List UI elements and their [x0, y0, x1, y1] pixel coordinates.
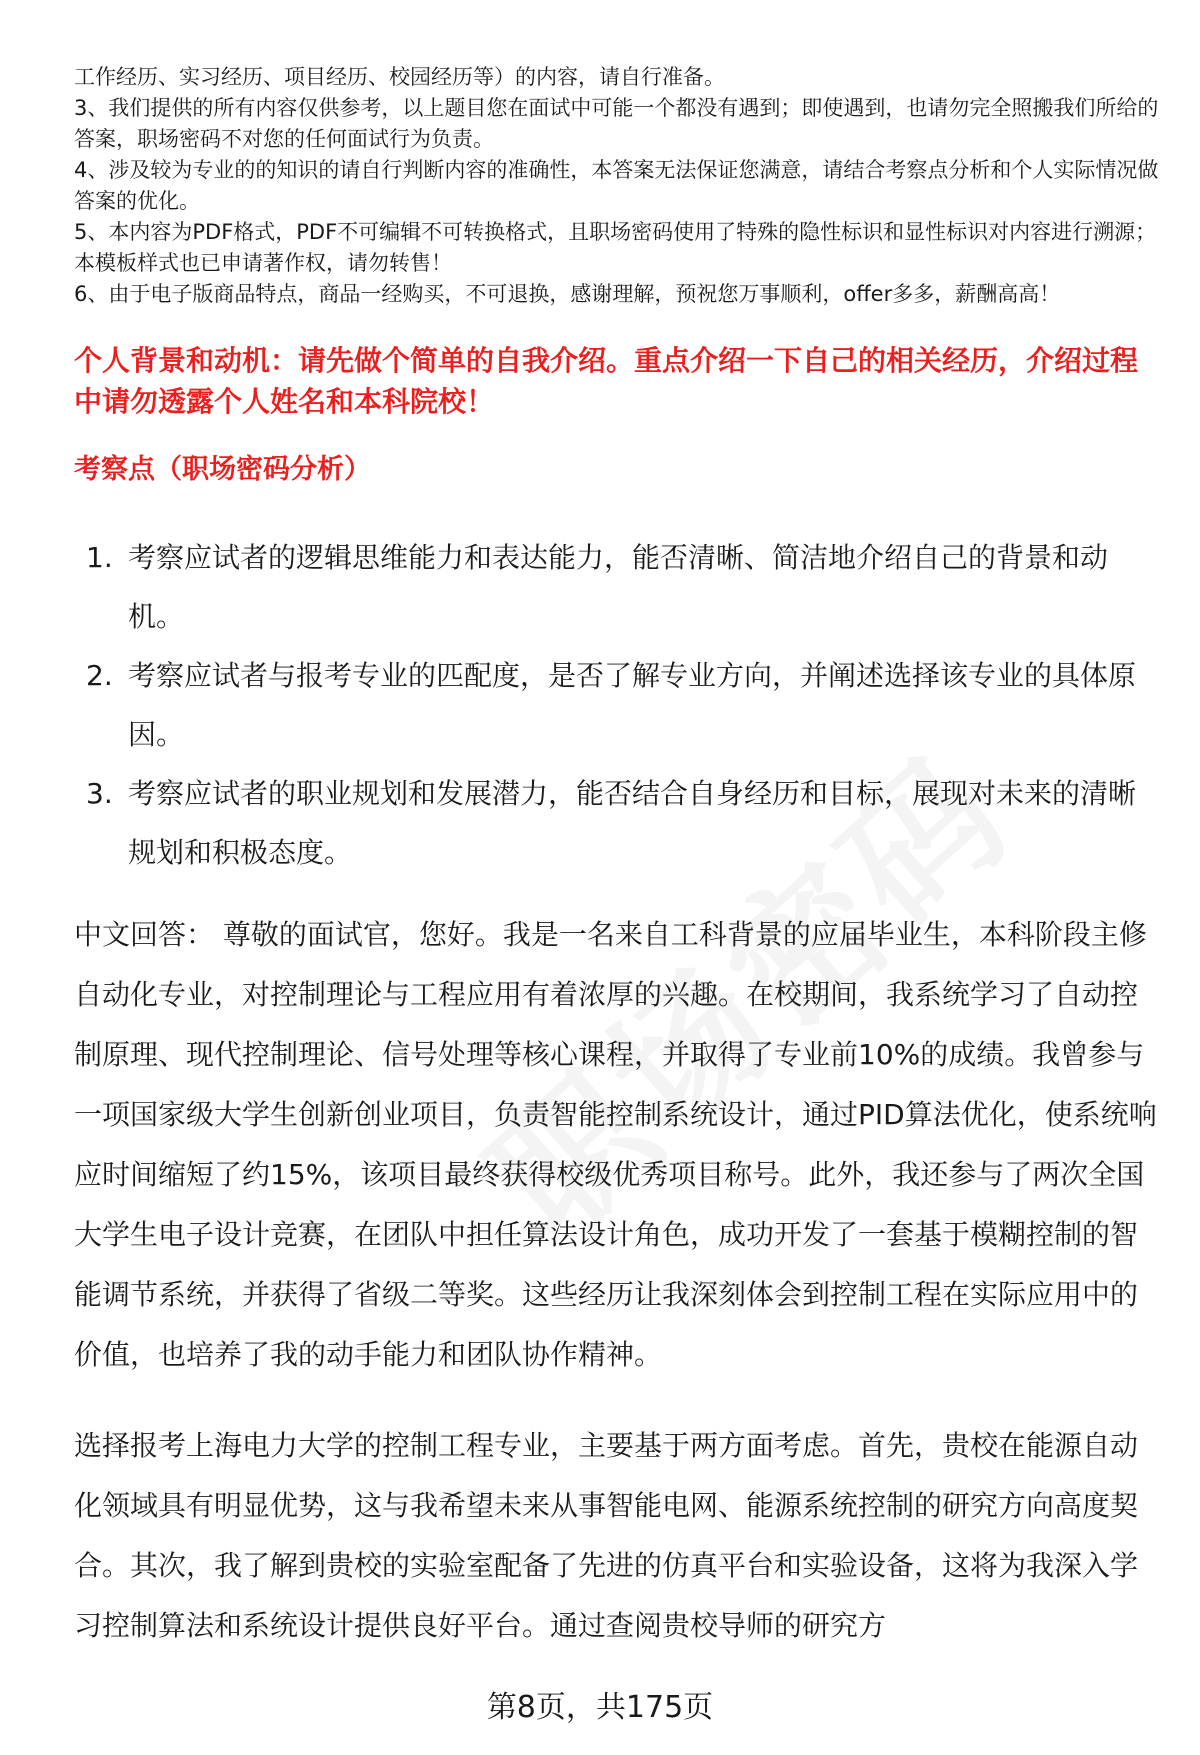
answer-paragraph: 选择报考上海电力大学的控制工程专业，主要基于两方面考虑。首先，贵校在能源自动化领域具有明显优势，这与我希望未来从事智能电网、能源系统控制的研究方向高度契合。其次，我了解到贵校的实验室配备了先进的仿真平台和实验设备，这将为我深入学习控制算法和系统设计提供良好平台。通过查阅贵校导师的研究方 — [74, 1429, 1139, 1642]
notes-section — [74, 62, 1164, 310]
analysis-item — [74, 764, 1154, 882]
analysis-item-text: 考察应试者的职业规划和发展潜力，能否结合自身经历和目标，展现对未来的清晰规划和积极态度。 — [128, 777, 1137, 869]
analysis-heading: 考察点（职场密码分析） — [74, 454, 371, 485]
answer-paragraph: 中文回答： 尊敬的面试官，您好。我是一名来自工科背景的应届毕业生，本科阶段主修自动化专业，对控制理论与工程应用有着浓厚的兴趣。在校期间，我系统学习了自动控制原理、现代控制理论、信号处理等核心课程，并取得了专业前10%的成绩。我曾参与一项国家级大学生创新创业项目，负责智能控制系统设计，通过PID算法优化，使系统响应时间缩短了约15%，该项目最终获得校级优秀项目称号。此外，我还参与了两次全国大学生电子设计竞赛，在团队中担任算法设计角色，成功开发了一套基于模糊控制的智能调节系统，并获得了省级二等奖。这些经历让我深刻体会到控制工程在实际应用中的价值，也培养了我的动手能力和团队协作精神。 — [74, 918, 1157, 1371]
analysis-item-number: 3. — [86, 777, 113, 810]
analysis-list — [74, 528, 1154, 882]
analysis-item-number: 1. — [86, 541, 113, 574]
note-line: 3、我们提供的所有内容仅供参考，以上题目您在面试中可能一个都没有遇到；即使遇到，也请勿完全照搬我们所给的答案，职场密码不对您的任何面试行为负责。 — [74, 96, 1159, 151]
note-line: 6、由于电子版商品特点，商品一经购买，不可退换，感谢理解，预祝您万事顺利，offer多多，薪酬高高！ — [74, 282, 1061, 306]
analysis-item-text: 考察应试者与报考专业的匹配度，是否了解专业方向，并阐述选择该专业的具体原因。 — [128, 659, 1137, 751]
question-title: 个人背景和动机：请先做个简单的自我介绍。重点介绍一下自己的相关经历，介绍过程中请勿透露个人姓名和本科院校！ — [74, 344, 1139, 418]
note-line: 工作经历、实习经历、项目经历、校园经历等）的内容，请自行准备。 — [74, 65, 725, 89]
analysis-item — [74, 528, 1154, 646]
note-line: 4、涉及较为专业的的知识的请自行判断内容的准确性，本答案无法保证您满意，请结合考察点分析和个人实际情况做答案的优化。 — [74, 158, 1159, 213]
analysis-item-text: 考察应试者的逻辑思维能力和表达能力，能否清晰、简洁地介绍自己的背景和动机。 — [128, 541, 1109, 633]
note-line: 5、本内容为PDF格式，PDF不可编辑不可转换格式，且职场密码使用了特殊的隐性标识和显性标识对内容进行溯源；本模板样式也已申请著作权，请勿转售！ — [74, 220, 1157, 275]
analysis-item — [74, 646, 1154, 764]
page-footer: 第8页，共175页 — [486, 1690, 714, 1725]
analysis-item-number: 2. — [86, 659, 113, 692]
